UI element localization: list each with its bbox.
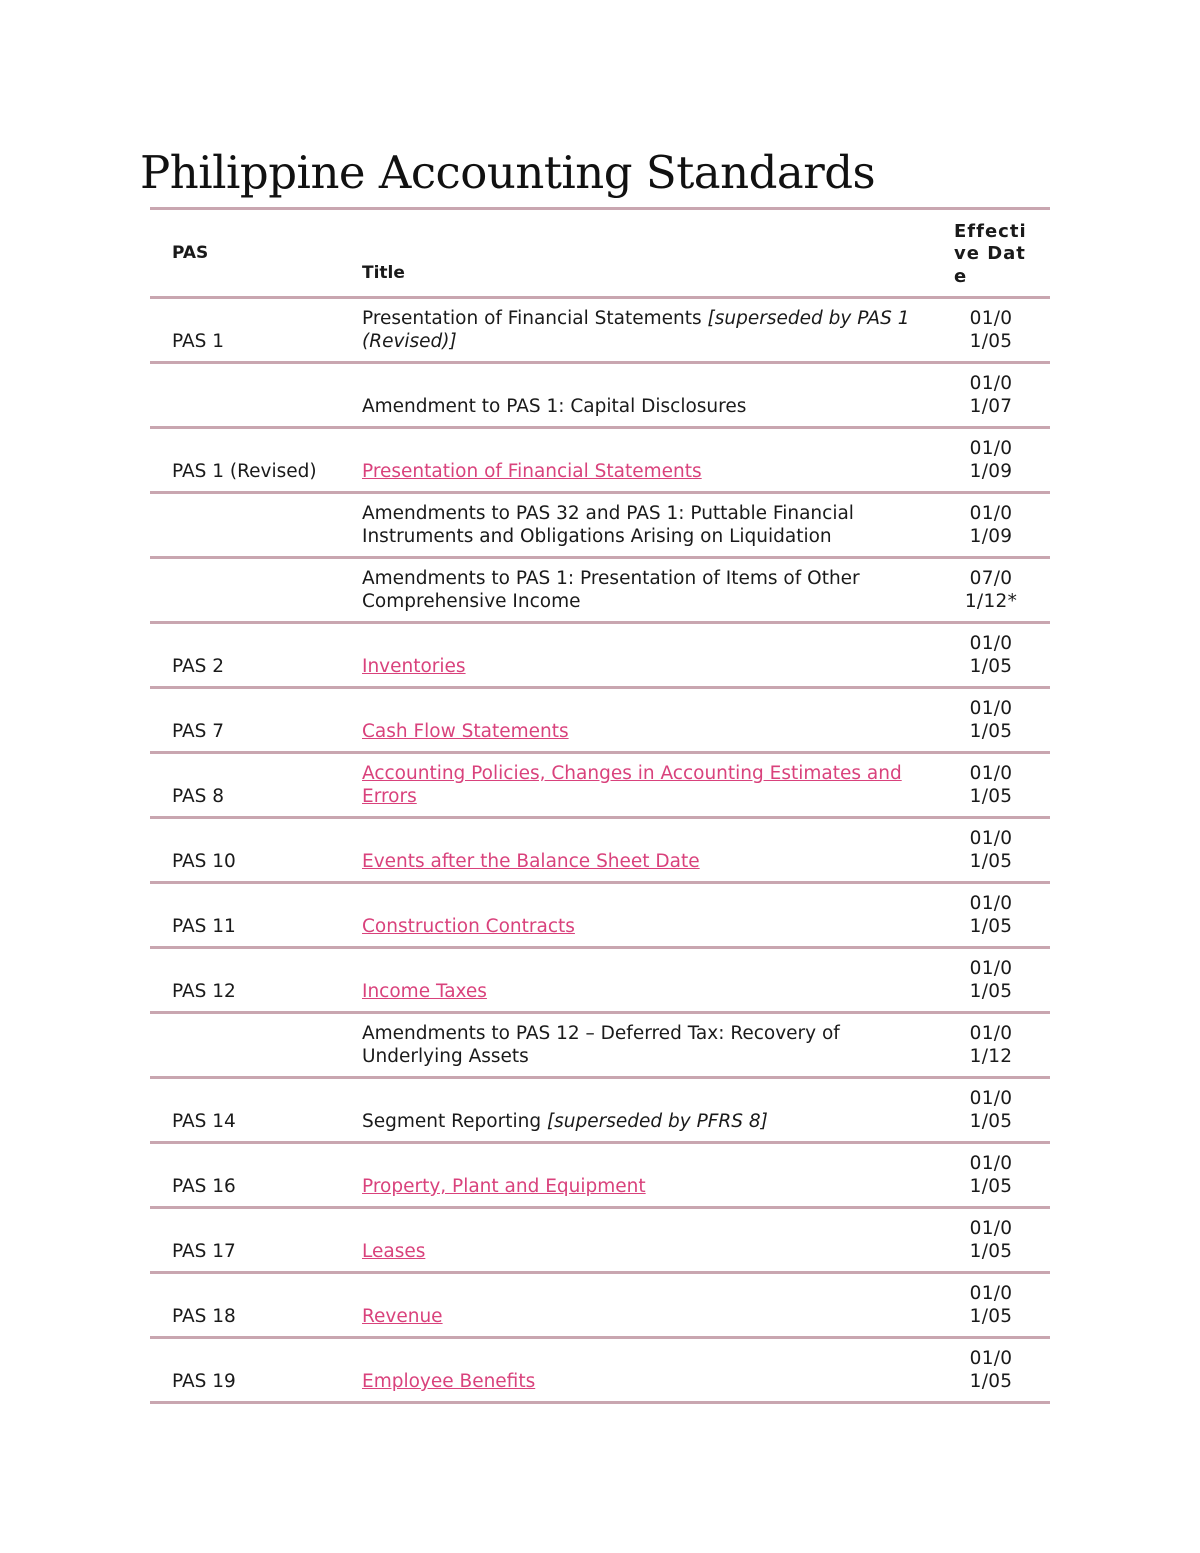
effective-date-cell: [948, 762, 1034, 808]
standard-title-link[interactable]: Employee Benefits: [362, 1371, 536, 1392]
table-row: [150, 299, 1050, 364]
table-row: [150, 1209, 1050, 1274]
header-title: Title: [362, 263, 405, 283]
pas-number: PAS 1 (Revised): [172, 461, 317, 482]
effective-date-cell: [948, 1087, 1034, 1133]
supersession-note: [superseded by PAS 1 (Revised)]: [362, 308, 910, 352]
pas-number: PAS 14: [172, 1111, 236, 1132]
pas-number: PAS 18: [172, 1306, 236, 1327]
table-row: [150, 884, 1050, 949]
standard-title-link[interactable]: Income Taxes: [362, 981, 487, 1002]
effective-date: 01/01/09: [969, 503, 1013, 547]
standard-title-cell: [362, 762, 922, 808]
table-body: [150, 299, 1050, 1404]
supersession-note: [superseded by PFRS 8]: [546, 1111, 768, 1132]
table-row: [150, 949, 1050, 1014]
effective-date-cell: [948, 1282, 1034, 1328]
standard-title-cell: [362, 1305, 922, 1328]
pas-number: PAS 7: [172, 721, 225, 742]
standard-title-link[interactable]: Cash Flow Statements: [362, 721, 569, 742]
standard-title-link[interactable]: Presentation of Financial Statements: [362, 461, 702, 482]
header-effective-date: Effective Date: [954, 220, 1027, 287]
effective-date: 01/01/09: [969, 438, 1013, 482]
table-row: [150, 624, 1050, 689]
effective-date: 01/01/05: [969, 633, 1013, 677]
pas-number: PAS 8: [172, 786, 225, 807]
standard-title: Presentation of Financial Statements: [362, 308, 708, 329]
table-row: [150, 1339, 1050, 1404]
standard-title-cell: [362, 460, 922, 483]
effective-date-cell: [948, 372, 1034, 418]
standard-title-cell: [362, 1370, 922, 1393]
effective-date-cell: [948, 957, 1034, 1003]
effective-date-cell: [948, 307, 1034, 353]
effective-date: 01/01/07: [969, 373, 1013, 417]
effective-date: 01/01/05: [969, 1348, 1013, 1392]
pas-number: PAS 16: [172, 1176, 236, 1197]
standards-table: [150, 207, 1050, 1404]
standard-title-cell: [362, 395, 922, 418]
pas-number: PAS 10: [172, 851, 236, 872]
table-row: [150, 1144, 1050, 1209]
effective-date-cell: [948, 1152, 1034, 1198]
standard-title: Amendments to PAS 1: Presentation of Items of Other Comprehensive Income: [362, 568, 860, 612]
table-row: [150, 429, 1050, 494]
effective-date: 07/01/12*: [964, 568, 1018, 612]
standard-title-cell: [362, 1110, 922, 1133]
table-row: [150, 689, 1050, 754]
standard-title: Segment Reporting: [362, 1111, 547, 1132]
standard-title-cell: [362, 1175, 922, 1198]
table-row: [150, 1274, 1050, 1339]
pas-number: PAS 11: [172, 916, 236, 937]
standard-title: Amendment to PAS 1: Capital Disclosures: [362, 396, 747, 417]
standard-title: Amendments to PAS 12 – Deferred Tax: Recovery of Underlying Assets: [362, 1023, 840, 1067]
effective-date-cell: [948, 632, 1034, 678]
effective-date-cell: [948, 502, 1034, 548]
header-pas: PAS: [172, 243, 209, 263]
effective-date: 01/01/12: [969, 1023, 1013, 1067]
pas-number: PAS 17: [172, 1241, 236, 1262]
effective-date: 01/01/05: [969, 1283, 1013, 1327]
table-row: [150, 1014, 1050, 1079]
standard-title-cell: [362, 307, 922, 353]
effective-date-cell: [948, 1217, 1034, 1263]
effective-date: 01/01/05: [969, 698, 1013, 742]
table-row: [150, 1079, 1050, 1144]
effective-date: 01/01/05: [969, 1218, 1013, 1262]
table-header-row: [150, 210, 1050, 299]
effective-date-cell: [948, 1347, 1034, 1393]
standard-title-link[interactable]: Accounting Policies, Changes in Accounting Estimates and Errors: [362, 763, 902, 807]
standard-title-link[interactable]: Construction Contracts: [362, 916, 575, 937]
effective-date: 01/01/05: [969, 763, 1013, 807]
effective-date: 01/01/05: [969, 1088, 1013, 1132]
table-row: [150, 364, 1050, 429]
table-row: [150, 559, 1050, 624]
standard-title-cell: [362, 502, 922, 548]
table-row: [150, 754, 1050, 819]
effective-date: 01/01/05: [969, 1153, 1013, 1197]
table-row: [150, 494, 1050, 559]
effective-date-cell: [948, 892, 1034, 938]
table-row: [150, 819, 1050, 884]
standard-title-cell: [362, 567, 922, 613]
standard-title-cell: [362, 980, 922, 1003]
effective-date-cell: [948, 827, 1034, 873]
standard-title-cell: [362, 655, 922, 678]
pas-number: PAS 12: [172, 981, 236, 1002]
effective-date: 01/01/05: [969, 958, 1013, 1002]
effective-date: 01/01/05: [969, 893, 1013, 937]
standard-title-link[interactable]: Property, Plant and Equipment: [362, 1176, 646, 1197]
effective-date-cell: [948, 567, 1034, 613]
standard-title-link[interactable]: Revenue: [362, 1306, 443, 1327]
standard-title-link[interactable]: Leases: [362, 1241, 426, 1262]
standard-title-cell: [362, 720, 922, 743]
standard-title: Amendments to PAS 32 and PAS 1: Puttable Financial Instruments and Obligations Arising on Liquidation: [362, 503, 854, 547]
pas-number: PAS 2: [172, 656, 225, 677]
effective-date: 01/01/05: [969, 308, 1013, 352]
effective-date: 01/01/05: [969, 828, 1013, 872]
effective-date-cell: [948, 697, 1034, 743]
effective-date-cell: [948, 437, 1034, 483]
pas-number: PAS 1: [172, 331, 225, 352]
standard-title-cell: [362, 1240, 922, 1263]
effective-date-cell: [948, 1022, 1034, 1068]
standard-title-cell: [362, 850, 922, 873]
standard-title-link[interactable]: Inventories: [362, 656, 466, 677]
standard-title-cell: [362, 915, 922, 938]
pas-number: PAS 19: [172, 1371, 236, 1392]
standard-title-cell: [362, 1022, 922, 1068]
page-title: Philippine Accounting Standards: [140, 146, 876, 199]
standard-title-link[interactable]: Events after the Balance Sheet Date: [362, 851, 700, 872]
